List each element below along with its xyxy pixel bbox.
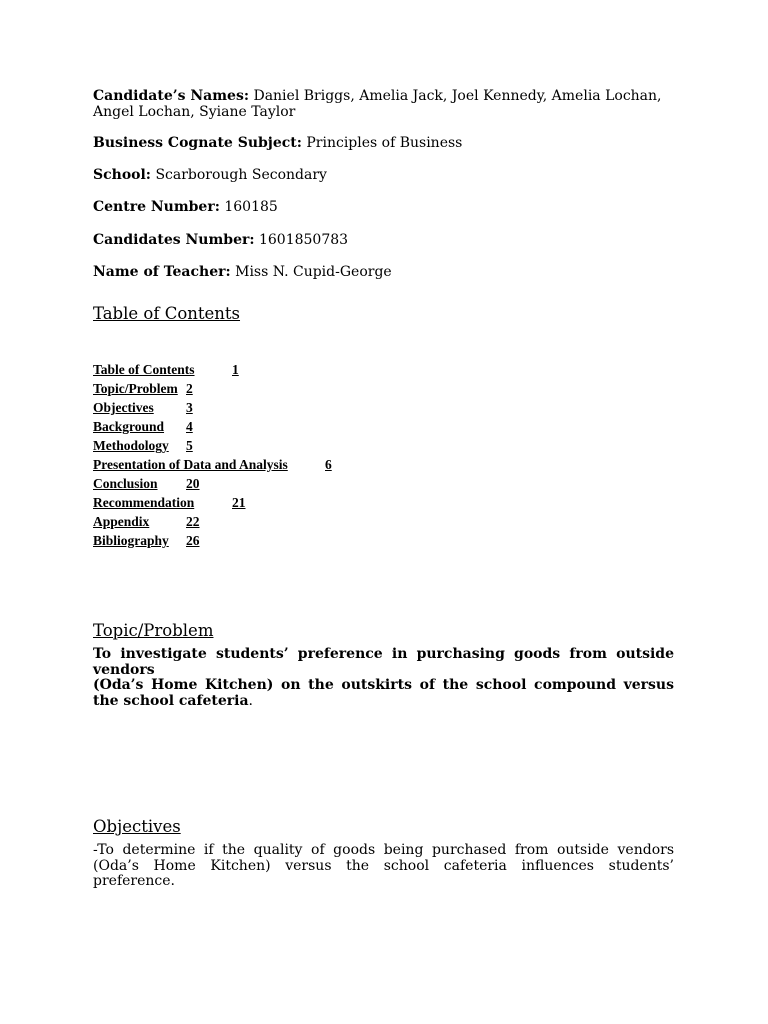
toc-entry-page: 26 xyxy=(186,533,200,548)
toc-entry-label: Bibliography xyxy=(93,533,169,548)
toc-entry-page: 1 xyxy=(232,362,239,377)
objectives-heading: Objectives xyxy=(93,817,181,836)
toc-entry-label: Background xyxy=(93,419,165,434)
topic-line-1: To investigate students’ preference in purchasing goods from outside xyxy=(93,646,674,662)
topic-line-4 xyxy=(93,694,674,710)
candidates-number-line xyxy=(93,232,674,248)
candidates-number-value: 1601850783 xyxy=(258,232,349,248)
toc-entry-page: 21 xyxy=(232,495,246,510)
teacher-value: Miss N. Cupid-George xyxy=(235,264,392,280)
toc-entry-page: 6 xyxy=(325,457,332,472)
topic-line-4-tail: . xyxy=(248,692,253,709)
objectives-line-2: (Oda’s Home Kitchen) versus the school cafeteria influences students’ xyxy=(93,857,674,874)
school-label: School: xyxy=(93,167,151,183)
topic-line-2: vendors xyxy=(93,661,155,678)
candidates-label: Candidate’s Names: xyxy=(93,88,250,104)
toc-entry-label: Recommendation xyxy=(93,495,195,510)
toc-entry-label: Appendix xyxy=(93,514,150,529)
school-line xyxy=(93,167,674,183)
candidates-value-line1: Daniel Briggs, Amelia Jack, Joel Kennedy, Amelia Lochan, xyxy=(253,88,662,104)
toc-entry-label: Topic/Problem xyxy=(93,381,178,396)
toc-entry-label: Objectives xyxy=(93,400,154,415)
candidates-names xyxy=(93,88,674,120)
teacher-label: Name of Teacher: xyxy=(93,264,231,280)
toc-entry-label: Conclusion xyxy=(93,476,158,491)
toc-entry-page: 22 xyxy=(186,514,200,529)
topic-heading: Topic/Problem xyxy=(93,621,214,640)
centre-value: 160185 xyxy=(224,199,278,215)
toc-entry-page: 5 xyxy=(186,438,193,453)
toc-entry-page: 3 xyxy=(186,400,193,415)
toc-heading: Table of Contents xyxy=(93,304,241,323)
school-value: Scarborough Secondary xyxy=(155,167,327,183)
centre-number-line xyxy=(93,199,674,215)
centre-label: Centre Number: xyxy=(93,199,220,215)
subject-value: Principles of Business xyxy=(306,135,463,151)
toc-entry-label: Presentation of Data and Analysis xyxy=(93,457,288,472)
candidates-value-line2: Angel Lochan, Syiane Taylor xyxy=(93,104,296,120)
subject-label: Business Cognate Subject: xyxy=(93,135,302,151)
toc-entry-page: 20 xyxy=(186,476,200,491)
objectives-text xyxy=(93,843,674,890)
subject-line xyxy=(93,135,674,151)
toc-entry-label: Methodology xyxy=(93,438,169,453)
toc-entry-label: Table of Contents xyxy=(93,362,195,377)
toc-entry-page: 4 xyxy=(186,419,193,434)
objectives-line-1: -To determine if the quality of goods being purchased from outside vendors xyxy=(93,842,674,858)
candidates-number-label: Candidates Number: xyxy=(93,232,255,248)
toc-entry-page: 2 xyxy=(186,381,193,396)
topic-line-4-bold: the school cafeteria xyxy=(93,692,249,709)
topic-text xyxy=(93,647,674,709)
topic-line-3: (Oda’s Home Kitchen) on the outskirts of the school compound versus xyxy=(93,677,674,693)
teacher-line xyxy=(93,264,674,280)
objectives-line-3: preference. xyxy=(93,873,175,889)
